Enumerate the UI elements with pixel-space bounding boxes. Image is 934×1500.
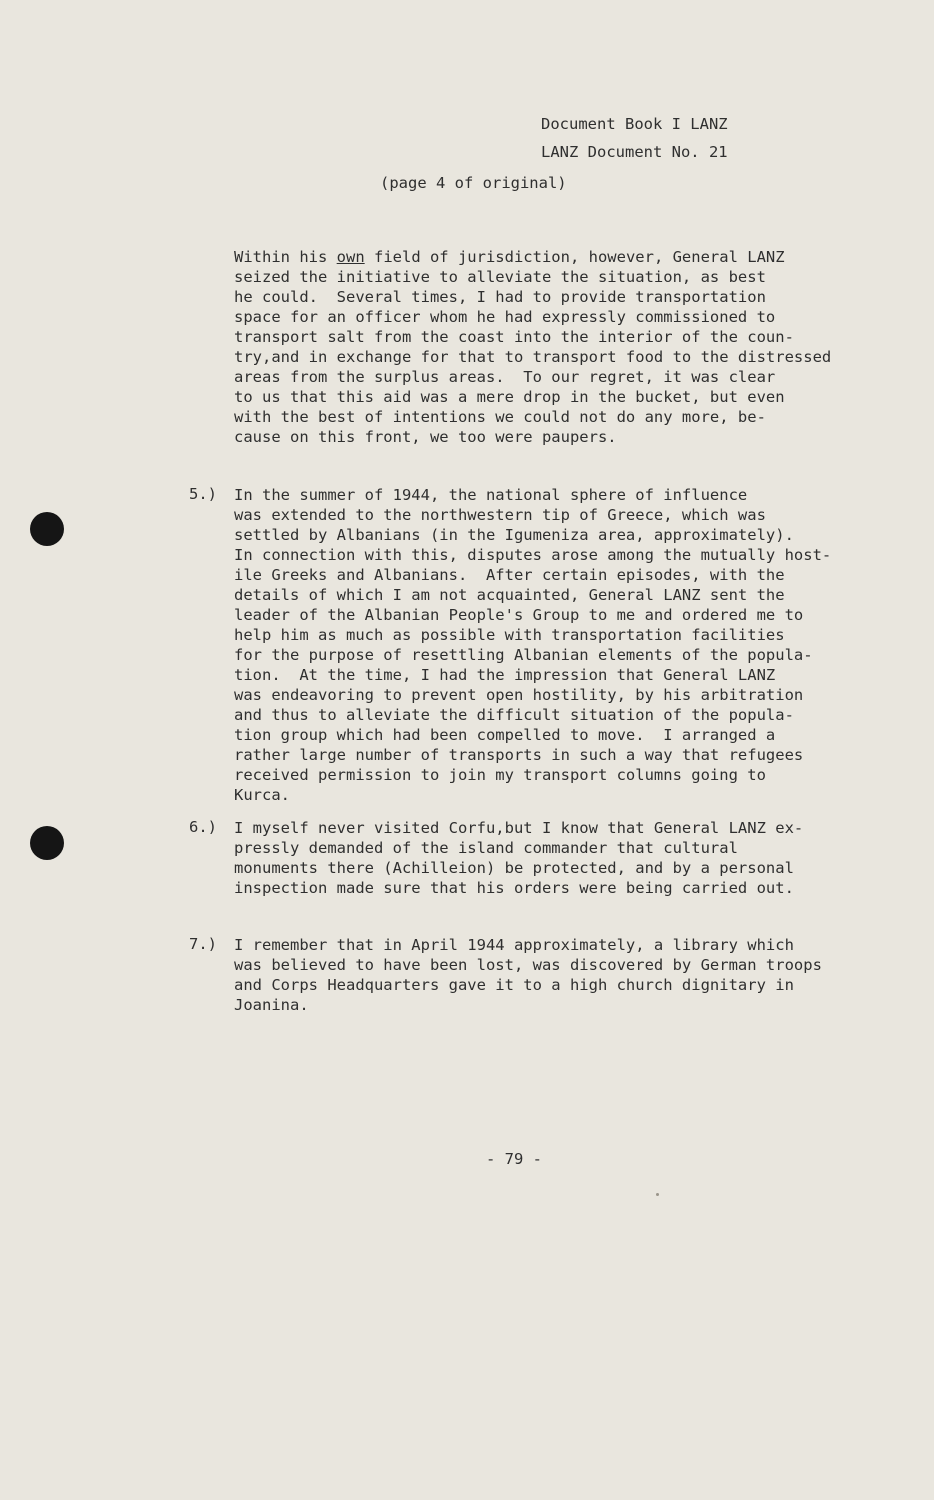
binder-hole-top xyxy=(30,512,64,546)
binder-hole-bottom xyxy=(30,826,64,860)
page-number: - 79 - xyxy=(486,1150,542,1168)
original-page-reference: (page 4 of original) xyxy=(380,174,567,192)
document-header xyxy=(541,110,728,166)
intro-underlined-word: own xyxy=(336,248,365,266)
intro-text-start: Within his xyxy=(234,248,337,266)
item-6-number: 6.) xyxy=(189,818,217,836)
intro-paragraph xyxy=(234,247,864,447)
item-5-text: In the summer of 1944, the national sphere of influence was extended to the northwestern tip of Greece, which was settled by Albanians (in the Igumeniza area, approximately). In connection with this, disputes arose among the mutually host- ile Greeks and Albanians. After certain episodes, with the details of which I am not acquainted, General LANZ sent the leader of the Albanian People's Group to me and ordered me to help him as much as possible with transportation facilities for the purpose of resettling Albanian elements of the popula- tion. At the time, I had the impression that General LANZ was endeavoring to prevent open hostility, by his arbitration and thus to alleviate the difficult situation of the popula- tion group which had been compelled to move. I arranged a rather large number of transports in such a way that refugees received permission to join my transport columns going to Kurca. xyxy=(234,486,832,804)
item-5-number: 5.) xyxy=(189,485,217,503)
header-line-document-number: LANZ Document No. 21 xyxy=(541,143,728,161)
item-6-text: I myself never visited Corfu,but I know that General LANZ ex- pressly demanded of the island commander that cultural monuments there (Achilleion) be protected, and by a personal inspection made sure that his orders were being carried out. xyxy=(234,819,804,897)
paper-speck xyxy=(656,1193,659,1196)
intro-text-rest: field of jurisdiction, however, General LANZ seized the initiative to alleviate the situation, as best he could. Several times, I had to provide transportation space for an officer whom he had expressly commissioned to transport salt from the coast into the interior of the coun- try,and in exchange for that to transport food to the distressed areas from the surplus areas. To our regret, it was clear to us that this aid was a mere drop in the bucket, but even with the best of intentions we could not do any more, be- cause on this front, we too were paupers. xyxy=(234,248,832,446)
item-7-number: 7.) xyxy=(189,935,217,953)
header-line-book: Document Book I LANZ xyxy=(541,115,728,133)
item-7-text: I remember that in April 1944 approximately, a library which was believed to have been lost, was discovered by German troops and Corps Headquarters gave it to a high church dignitary in Joanina. xyxy=(234,936,822,1014)
